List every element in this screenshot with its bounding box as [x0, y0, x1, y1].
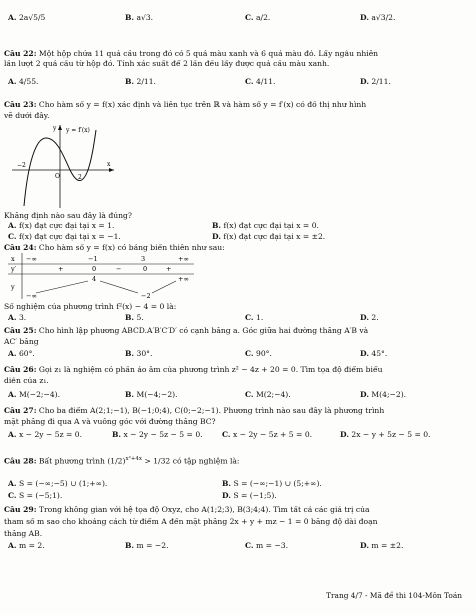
- variation-table: [8, 253, 194, 299]
- x-val-3: 3: [141, 255, 146, 263]
- q29-option-b: B. m = −2.: [125, 541, 169, 550]
- q28-option-a: A. S = (−∞;−5) ∪ (1;+∞).: [8, 479, 108, 488]
- tick-pos-2: 2: [78, 174, 82, 181]
- q26-option-b: B. M(−4;−2).: [125, 390, 178, 399]
- row-x-label: x: [11, 255, 15, 263]
- q29-option-a: A. m = 2.: [8, 541, 45, 550]
- y-val-neg-2: −2: [141, 292, 151, 299]
- q24-option-a: A. 3.: [8, 313, 27, 322]
- q25-line2: AC′ bằng: [4, 338, 39, 346]
- q28-option-c: C. S = (−5;1).: [8, 491, 63, 500]
- q29-option-d: D. m = ±2.: [360, 541, 404, 550]
- q23-option-a: A. f(x) đạt cực đại tại x = 1.: [8, 221, 115, 230]
- q22-option-d: D. 2/11.: [360, 77, 391, 86]
- q22-option-b: B. 2/11.: [125, 77, 156, 86]
- q28-option-b: B. S = (−∞;−1) ∪ (5;+∞).: [222, 479, 322, 488]
- x-axis-label: x: [107, 161, 111, 168]
- q29-option-c: C. m = −3.: [245, 541, 288, 550]
- row-y-label: y: [11, 283, 15, 291]
- q23-line2: vẽ dưới đây.: [4, 112, 50, 120]
- origin-label: O: [55, 173, 60, 180]
- sign-4: 0: [143, 265, 148, 273]
- q29-line1: Câu 29: Trong không gian với hệ tọa độ Oxyz, cho A(1;2;3), B(3;4;4). Tìm tất cả các giá trị của: [4, 506, 370, 514]
- q21-option-c: C. a/2.: [245, 13, 271, 22]
- q26-option-a: A. M(−2;−4).: [8, 390, 61, 399]
- q28-option-d: D. S = (−1;5).: [222, 491, 277, 500]
- q25-option-b: B. 30°.: [125, 349, 153, 358]
- q26-option-c: C. M(2;−4).: [245, 390, 291, 399]
- q23-option-b: B. f(x) đạt cực đại tại x = 0.: [212, 221, 319, 230]
- q21-option-a: A. 2a√5/5: [8, 13, 46, 22]
- tick-neg-2: −2: [17, 162, 26, 169]
- q22-option-c: C. 4/11.: [245, 77, 276, 86]
- q26-line2: diễn của z₁.: [4, 377, 49, 385]
- row-dy-label: y′: [11, 265, 17, 273]
- q28-rhs: > 1/32: [144, 456, 171, 466]
- x-axis-arrow: [109, 168, 114, 172]
- y-val-pos-inf: +∞: [178, 275, 189, 283]
- q24-option-b: B. 5.: [125, 313, 144, 322]
- sign-3: −: [116, 265, 122, 273]
- q22-option-a: A. 4/55.: [8, 77, 39, 86]
- q27-option-b: B. x − 2y − 5z − 5 = 0.: [112, 430, 203, 439]
- derivative-graph: [8, 122, 118, 210]
- q25-option-a: A. 60°.: [8, 349, 35, 358]
- q28-base: (1/2): [107, 456, 126, 466]
- q28-exponent: x²+4x: [125, 456, 143, 462]
- q29-line2: tham số m sao cho khoảng cách từ điểm A đến mặt phẳng 2x + y + mz − 1 = 0 bằng độ dài đoạn: [4, 518, 378, 526]
- q25-option-c: C. 90°.: [245, 349, 272, 358]
- sign-1: +: [58, 265, 64, 273]
- q24-option-d: D. 2.: [360, 313, 379, 322]
- q25-option-d: D. 45°.: [360, 349, 388, 358]
- q26-option-d: D. M(4;−2).: [360, 390, 407, 399]
- q23-question: Khẳng định nào sau đây là đúng?: [4, 212, 132, 220]
- q27-option-d: D. 2x − y + 5z − 5 = 0.: [340, 430, 431, 439]
- x-val-neg-inf: −∞: [26, 255, 37, 263]
- q28-line1: Câu 28: Bất phương trình $(1/2)^{x^2+4x} > 1/32$ có tập nghiệm là:: [4, 456, 240, 466]
- x-val-pos-inf: +∞: [178, 255, 189, 263]
- q27-line2: mặt phẳng đi qua A và vuông góc với đường thẳng BC?: [4, 418, 216, 426]
- y-axis-arrow: [58, 125, 62, 130]
- q21-option-d: D. a√3/2.: [360, 13, 396, 22]
- q27-line1: Câu 27: Cho ba điểm A(2;1;−1), B(−1;0;4), C(0;−2;−1). Phương trình nào sau đây là phương trình: [4, 407, 385, 415]
- q23-option-d: D. f(x) đạt cực đại tại x = ±2.: [212, 232, 326, 241]
- curve-label: y = f′(x): [66, 127, 90, 134]
- q29-line3: thẳng AB.: [4, 530, 43, 538]
- q25-line1: Câu 25: Cho hình lập phương ABCD.A′B′C′D′ có cạnh bằng a. Góc giữa hai đường thẳng A′B và: [4, 327, 369, 335]
- q23-option-c: C. f(x) đạt cực đại tại x = −1.: [8, 232, 121, 241]
- sign-2: 0: [92, 265, 97, 273]
- q24-option-c: C. 1.: [245, 313, 264, 322]
- arrow-up-2: [152, 281, 176, 293]
- y-val-neg-inf: −∞: [26, 292, 37, 299]
- q24-line1: Câu 24: Cho hàm số y = f(x) có bảng biến thiên như sau:: [4, 244, 225, 252]
- arrow-up-1: [36, 281, 88, 293]
- sign-5: +: [166, 265, 172, 273]
- y-axis-label: y: [53, 125, 57, 132]
- q23-line1: Câu 23: Cho hàm số y = f(x) xác định và liên tục trên ℝ và hàm số y = f′(x) có đồ thị như hình: [4, 101, 367, 109]
- q22-line1: Câu 22: Một hộp chứa 11 quả cầu trong đó có 5 quả màu xanh và 6 quả màu đỏ. Lấy ngẫu nhiên: [4, 50, 379, 58]
- q21-option-b: B. a√3.: [125, 13, 154, 22]
- page-footer: Trang 4/7 - Mã đề thi 104-Môn Toán: [326, 591, 462, 601]
- q27-option-a: A. x − 2y − 5z = 0.: [8, 430, 83, 439]
- x-val-neg-1: −1: [88, 255, 98, 263]
- arrow-down: [100, 281, 138, 293]
- y-val-4: 4: [92, 275, 97, 283]
- q26-line1: Câu 26: Gọi z₁ là nghiệm có phần ảo âm của phương trình z² − 4z + 20 = 0. Tìm tọa độ điểm biểu: [4, 366, 383, 374]
- q24-line2: Số nghiệm của phương trình f²(x) − 4 = 0 là:: [4, 303, 177, 311]
- q27-option-c: C. x − 2y − 5z + 5 = 0.: [222, 430, 313, 439]
- q22-line2: lần lượt 2 quả cầu từ hộp đó. Tính xác suất để 2 lần đều lấy được quả cầu màu xanh.: [4, 60, 330, 68]
